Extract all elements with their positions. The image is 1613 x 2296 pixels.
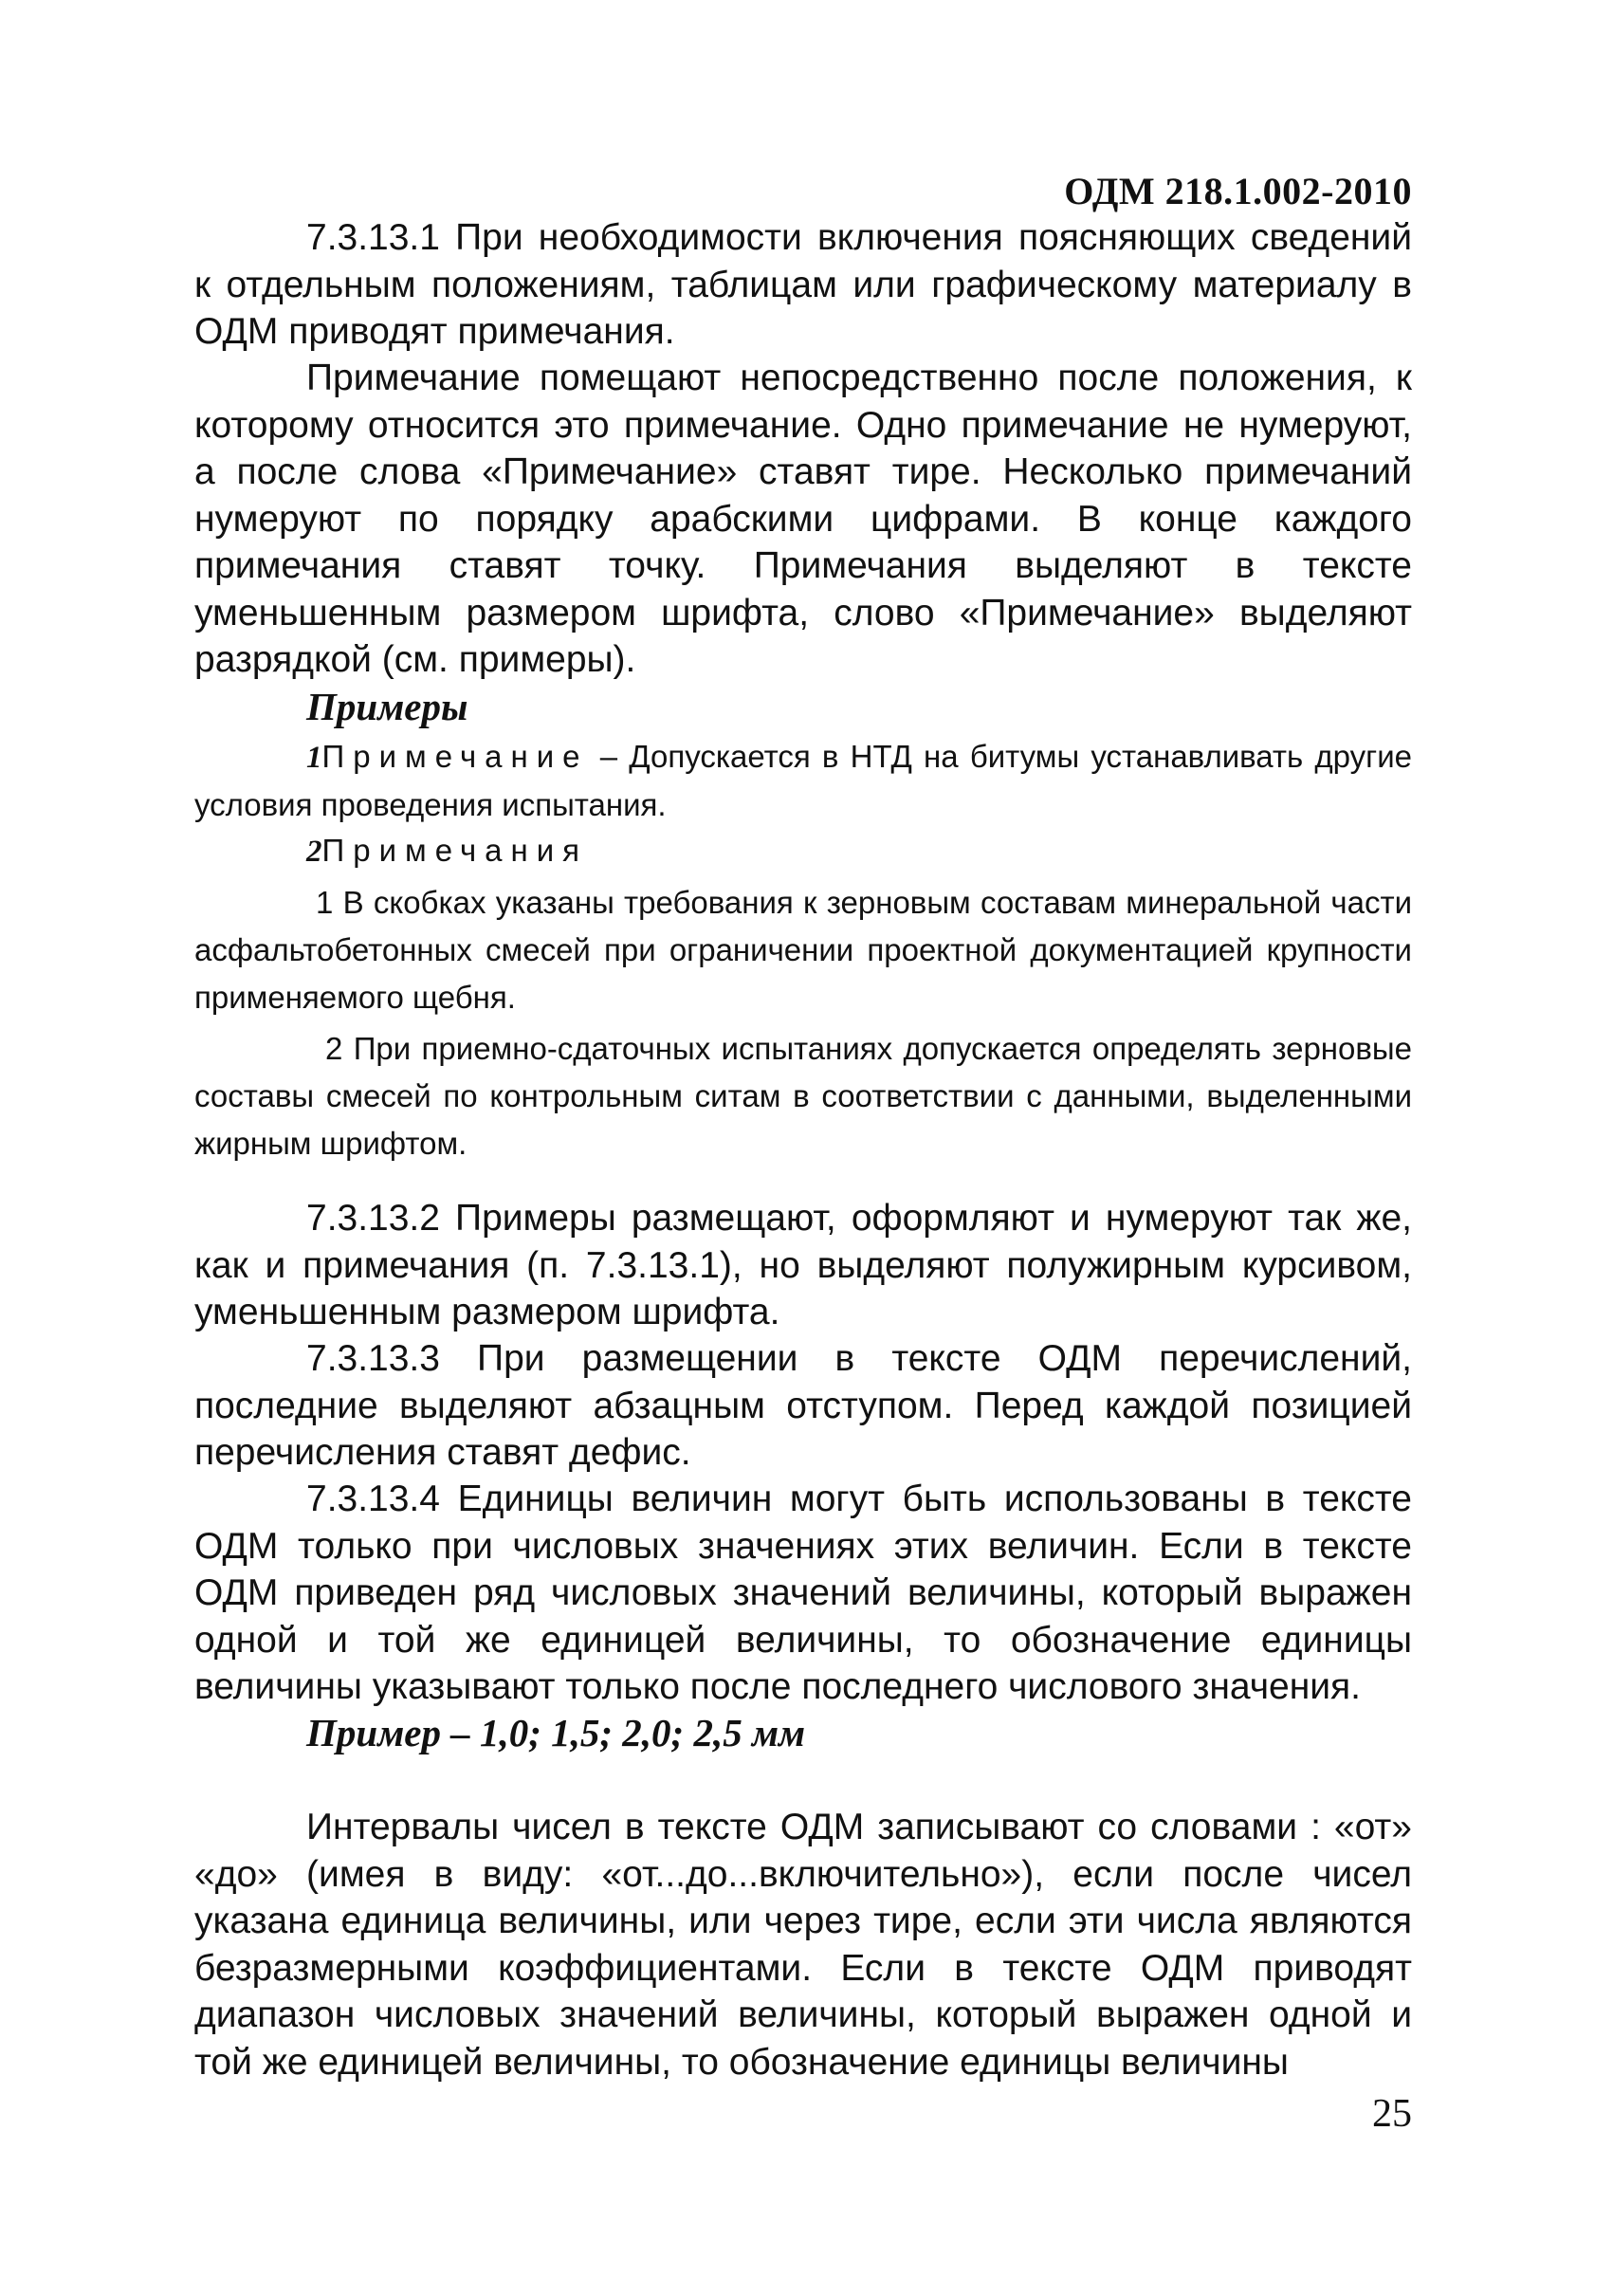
example-1 (194, 733, 1412, 829)
example-2-word: Примечания (321, 833, 589, 868)
paragraph-7-3-13-1: 7.3.13.1 При необходимости включения поясняющих сведений к отдельным положениям, таблицам или графическому материалу в ОДМ приводят примечания. (194, 217, 1412, 352)
example-2-note-1: 1 В скобках указаны требования к зерновым составам минеральной части асфальтобетонных смесей при ограничении проектной документацией крупности применяемого щебня. (194, 885, 1412, 1015)
paragraph-notes-rules: Примечание помещают непосредственно после положения, к которому относится это примечание. Одно примечание не нумеруют, а после слова «Примечание» ставят тире. Несколько примечаний нумеруют по порядку арабскими цифрами. В конце каждого примечания ставят точку. Примечания выделяют в тексте уменьшенным размером шрифта, слово «Примечание» выделяют разрядкой (см. примеры). (194, 358, 1412, 680)
section-7-3-13-1 (194, 214, 1412, 356)
example-1-word: Примечание (321, 739, 589, 774)
paragraph-intervals: Интервалы чисел в тексте ОДМ записывают со словами : «от» «до» (имея в виду: «от...до...включительно»), если после чисел указана единица величины, или через тире, если эти числа являются безразмерными коэффициентами. Если в тексте ОДМ приводят диапазон числовых значений величины, который выражен одной и той же единицей величины, то обозначение единицы величины (194, 1807, 1412, 2083)
example-1-number: 1 (306, 741, 322, 775)
intervals-section (194, 1804, 1412, 2085)
section-7-3-13-4 (194, 1476, 1412, 1711)
example-1-text (194, 733, 1412, 829)
example-1-body: – Допускается в НТД на битумы устанавливать другие условия проведения испытания. (194, 739, 1412, 822)
example-2-heading (194, 827, 1412, 875)
example-2 (194, 827, 1412, 1167)
page-number: 25 (1372, 2092, 1412, 2136)
paragraph-7-3-13-2: 7.3.13.2 Примеры размещают, оформляют и нумеруют так же, как и примечания (п. 7.3.13.1), но выделяют полужирным курсивом, уменьшенным размером шрифта. (194, 1198, 1412, 1332)
example-2-number: 2 (306, 835, 322, 869)
section-7-3-13-3 (194, 1335, 1412, 1477)
example-2-note-2: 2 При приемно-сдаточных испытаниях допускается определять зерновые составы смесей по контрольным ситам в соответствии с данными, выделенными жирным шрифтом. (194, 1031, 1412, 1161)
paragraph-7-3-13-3: 7.3.13.3 При размещении в тексте ОДМ перечислений, последние выделяют абзацным отступом. Перед каждой позицией перечисления ставят дефис. (194, 1338, 1412, 1473)
paragraph-7-3-13-4: 7.3.13.4 Единицы величин могут быть использованы в тексте ОДМ только при числовых значениях этих величин. Если в тексте ОДМ приведен ряд числовых значений величины, который выражен одной и той же единицей величины, то обозначение единицы величины указывают только после последнего числового значения. (194, 1479, 1412, 1707)
examples-block (194, 683, 1412, 730)
units-example (194, 1709, 1412, 1756)
units-example-text: Пример – 1,0; 1,5; 2,0; 2,5 мм (306, 1711, 806, 1754)
examples-heading: Примеры (306, 685, 468, 728)
section-7-3-13-2 (194, 1195, 1412, 1336)
document-code: ОДМ 218.1.002-2010 (1064, 170, 1412, 212)
notes-explanation (194, 355, 1412, 684)
